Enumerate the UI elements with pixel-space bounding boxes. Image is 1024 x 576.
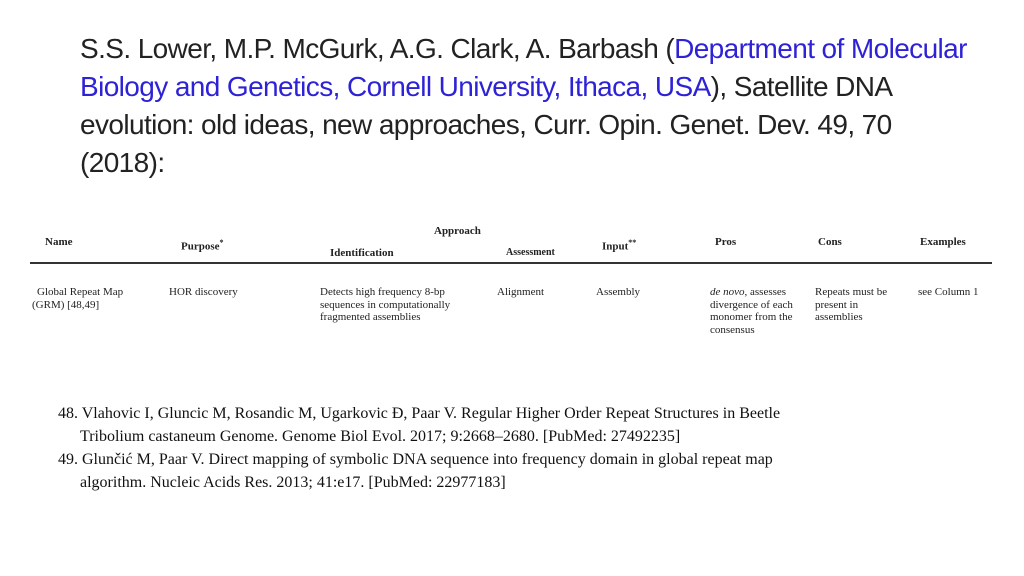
title-affiliation: Department of Molecular Biology and Genetics, Cornell University, Ithaca, USA <box>80 33 967 102</box>
header-cons: Cons <box>818 236 842 248</box>
purpose-footnote-mark: * <box>219 238 224 247</box>
header-identification: Identification <box>330 247 394 259</box>
reference-49: 49. Glunčić M, Paar V. Direct mapping of symbolic DNA sequence into frequency domain in global repeat map algorithm. Nucleic Acids Res. 2013; 41:e17. [PubMed: 22977183] <box>58 451 773 491</box>
header-pros: Pros <box>715 236 737 248</box>
references <box>58 402 818 494</box>
cell-identification: Detects high frequency 8-bp sequences in computationally fragmented assemblies <box>320 286 451 323</box>
header-input <box>602 237 636 253</box>
header-examples: Examples <box>920 236 966 248</box>
reference-48: 48. Vlahovic I, Gluncic M, Rosandic M, Ugarkovic Đ, Paar V. Regular Higher Order Repeat Structures in Beetle Tribolium castaneum Genome. Genome Biol Evol. 2017; 9:2668–2680. [PubMed: 27492235] <box>58 405 781 445</box>
header-input-label: Input <box>602 240 629 253</box>
input-footnote-mark: ** <box>628 238 637 247</box>
header-purpose <box>181 237 224 253</box>
slide-title <box>80 30 980 182</box>
cell-examples: see Column 1 <box>918 286 979 298</box>
header-approach: Approach <box>434 225 481 237</box>
pros-italic: de novo <box>710 286 745 298</box>
header-rule <box>30 262 992 264</box>
cell-pros <box>710 286 806 336</box>
cell-name: Global Repeat Map (GRM) [48,49] <box>32 286 124 311</box>
cell-cons: Repeats must be present in assemblies <box>815 286 888 323</box>
cell-purpose: HOR discovery <box>169 286 238 298</box>
cell-input: Assembly <box>596 286 640 298</box>
header-purpose-label: Purpose <box>181 240 220 253</box>
title-authors: S.S. Lower, M.P. McGurk, A.G. Clark, A. Barbash ( <box>80 33 675 64</box>
cell-assessment: Alignment <box>497 286 545 298</box>
header-name: Name <box>45 236 73 248</box>
title-citation: ), Satellite DNA evolution: old ideas, new approaches, Curr. Opin. Genet. Dev. 49, 70 (2018): <box>80 71 892 178</box>
pros-text: , assesses divergence of each monomer from the consensus <box>710 286 793 336</box>
header-assessment: Assessment <box>506 247 555 258</box>
